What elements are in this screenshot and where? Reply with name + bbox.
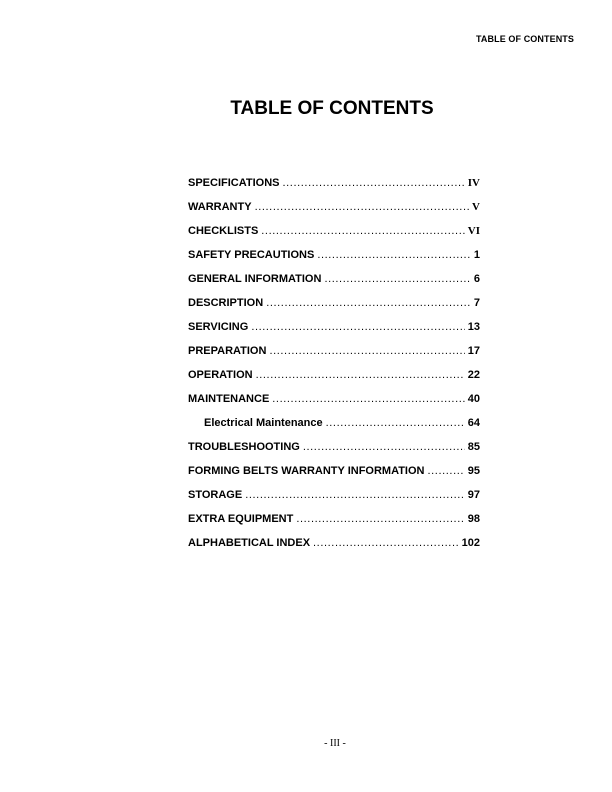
toc-entry-page: VI <box>467 225 480 237</box>
toc-entry-description[interactable] <box>188 297 480 321</box>
toc-entry-general-information[interactable] <box>188 273 480 297</box>
toc-entry-page: 7 <box>473 297 480 309</box>
toc-entry-preparation[interactable] <box>188 345 480 369</box>
toc-entry-page: 85 <box>467 441 480 453</box>
toc-entry-label: TROUBLESHOOTING <box>188 441 300 453</box>
toc-entry-storage[interactable] <box>188 489 480 513</box>
table-of-contents <box>188 177 480 561</box>
toc-entry-label: DESCRIPTION <box>188 297 264 309</box>
toc-entry-label: GENERAL INFORMATION <box>188 273 322 285</box>
toc-entry-warranty[interactable] <box>188 201 480 225</box>
toc-entry-page: 6 <box>473 273 480 285</box>
dot-leader <box>427 465 464 477</box>
toc-entry-extra-equipment[interactable] <box>188 513 480 537</box>
toc-entry-page: 64 <box>467 417 480 429</box>
dot-leader <box>251 321 464 333</box>
toc-entry-safety-precautions[interactable] <box>188 249 480 273</box>
toc-entry-page: 97 <box>467 489 480 501</box>
dot-leader <box>296 513 464 525</box>
toc-entry-specifications[interactable] <box>188 177 480 201</box>
dot-leader <box>317 249 471 261</box>
toc-entry-alphabetical-index[interactable] <box>188 537 480 561</box>
toc-entry-page: V <box>472 201 480 213</box>
toc-entry-label: PREPARATION <box>188 345 267 357</box>
toc-entry-label: FORMING BELTS WARRANTY INFORMATION <box>188 465 425 477</box>
page-title: TABLE OF CONTENTS <box>230 98 434 119</box>
toc-entry-label: SPECIFICATIONS <box>188 177 280 189</box>
toc-entry-operation[interactable] <box>188 369 480 393</box>
dot-leader <box>272 393 464 405</box>
toc-entry-page: 95 <box>467 465 480 477</box>
toc-entry-servicing[interactable] <box>188 321 480 345</box>
toc-entry-label: MAINTENANCE <box>188 393 270 405</box>
toc-entry-page: 17 <box>467 345 480 357</box>
dot-leader <box>282 177 464 189</box>
toc-entry-page: IV <box>467 177 480 189</box>
dot-leader <box>303 441 465 453</box>
dot-leader <box>326 417 465 429</box>
toc-entry-label: STORAGE <box>188 489 243 501</box>
toc-entry-label: SAFETY PRECAUTIONS <box>188 249 315 261</box>
dot-leader <box>313 537 459 549</box>
dot-leader <box>261 225 464 237</box>
toc-entry-label: ALPHABETICAL INDEX <box>188 537 311 549</box>
toc-entry-label: OPERATION <box>188 369 253 381</box>
toc-entry-page: 98 <box>467 513 480 525</box>
toc-entry-label: WARRANTY <box>188 201 252 213</box>
toc-entry-page: 102 <box>461 537 480 549</box>
dot-leader <box>255 201 469 213</box>
toc-entry-label: SERVICING <box>188 321 249 333</box>
toc-entry-page: 40 <box>467 393 480 405</box>
dot-leader <box>324 273 470 285</box>
page-number: - III - <box>324 738 346 749</box>
dot-leader <box>269 345 464 357</box>
toc-entry-electrical-maintenance[interactable] <box>188 417 480 441</box>
toc-entry-label: CHECKLISTS <box>188 225 259 237</box>
toc-entry-page: 1 <box>473 249 480 261</box>
toc-entry-forming-belts-warranty[interactable] <box>188 465 480 489</box>
dot-leader <box>245 489 465 501</box>
toc-entry-label: Electrical Maintenance <box>204 417 323 429</box>
toc-entry-label: EXTRA EQUIPMENT <box>188 513 294 525</box>
toc-entry-troubleshooting[interactable] <box>188 441 480 465</box>
toc-entry-page: 22 <box>467 369 480 381</box>
toc-entry-checklists[interactable] <box>188 225 480 249</box>
toc-entry-maintenance[interactable] <box>188 393 480 417</box>
toc-entry-page: 13 <box>467 321 480 333</box>
dot-leader <box>266 297 471 309</box>
running-header: TABLE OF CONTENTS <box>475 34 574 44</box>
dot-leader <box>256 369 465 381</box>
